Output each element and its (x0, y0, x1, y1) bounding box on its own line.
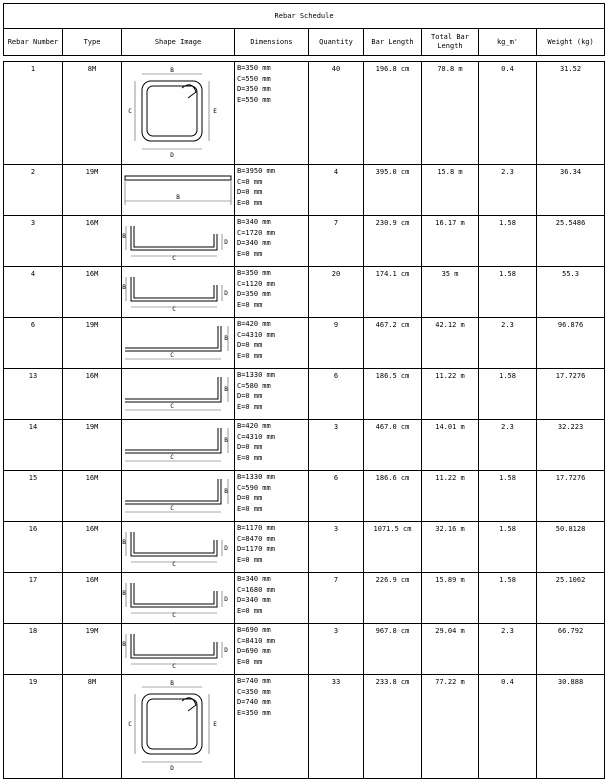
straight-bar (125, 176, 231, 180)
stirrup-inner (147, 86, 197, 136)
rebar-number-cell: 6 (4, 318, 63, 369)
dimension-label: B (122, 590, 126, 597)
shape-image-cell (122, 675, 235, 779)
l-bar-outer (125, 428, 218, 450)
table-row (4, 318, 605, 369)
weight-cell: 32.223 (537, 420, 605, 471)
shape-image (122, 573, 234, 619)
kg-per-m-cell: 0.4 (479, 62, 537, 165)
dimension-line: C=580 mm (237, 381, 271, 390)
bar-length-cell: 226.9 cm (364, 573, 422, 624)
shape-image-cell (122, 420, 235, 471)
dimension-line: D=350 mm (237, 85, 271, 93)
u-bar-outer (131, 226, 217, 250)
dimension-line: C=590 mm (237, 483, 271, 492)
shape-image (122, 267, 234, 313)
total-bar-length-cell: 15.8 m (422, 165, 479, 216)
header-type: Type (63, 29, 122, 56)
total-bar-length-cell: 11.22 m (422, 471, 479, 522)
dimension-line: C=0 mm (237, 177, 263, 186)
dimension-line: D=340 mm (237, 239, 271, 247)
dimensions-cell (235, 216, 309, 267)
dimension-line: E=0 mm (237, 402, 263, 411)
bar-length-cell: 395.0 cm (364, 165, 422, 216)
kg-per-m-cell: 1.58 (479, 573, 537, 624)
header-row (4, 29, 605, 56)
type-cell: 19M (63, 165, 122, 216)
total-bar-length-cell: 16.17 m (422, 216, 479, 267)
shape-image-cell (122, 165, 235, 216)
kg-per-m-cell: 1.58 (479, 216, 537, 267)
dimension-label: C (170, 403, 174, 410)
dimension-line: E=550 mm (237, 95, 271, 104)
quantity-cell: 7 (309, 573, 364, 624)
dimensions-cell (235, 165, 309, 216)
total-bar-length-cell: 78.8 m (422, 62, 479, 165)
dimension-label: C (172, 663, 176, 670)
dimension-line: C=1120 mm (237, 279, 275, 288)
shape-image-cell (122, 369, 235, 420)
dimension-label: B (224, 335, 228, 342)
shape-image-cell (122, 522, 235, 573)
dimensions-cell (235, 62, 309, 165)
bar-length-cell: 174.1 cm (364, 267, 422, 318)
dimension-label: E (213, 108, 217, 115)
dimension-label: B (170, 67, 174, 74)
type-cell: 16M (63, 573, 122, 624)
u-bar-outer (131, 583, 217, 607)
type-cell: 16M (63, 267, 122, 318)
dimension-label: B (122, 539, 126, 546)
dimension-label: C (172, 306, 176, 313)
kg-per-m-cell: 1.58 (479, 522, 537, 573)
rebar-number-cell: 18 (4, 624, 63, 675)
dimension-line: E=350 mm (237, 708, 271, 717)
header-rebar-number: Rebar Number (4, 29, 63, 56)
shape-image-cell (122, 573, 235, 624)
rebar-number-cell: 14 (4, 420, 63, 471)
total-bar-length-cell: 42.12 m (422, 318, 479, 369)
dimension-line: E=0 mm (237, 555, 263, 564)
dimension-label: C (128, 108, 132, 115)
kg-per-m-cell: 2.3 (479, 420, 537, 471)
u-bar-outer (131, 277, 217, 301)
shape-image-cell (122, 267, 235, 318)
type-cell: 16M (63, 471, 122, 522)
weight-cell: 17.7276 (537, 471, 605, 522)
header-total-bar-length: Total Bar Length (422, 29, 479, 56)
total-bar-length-cell: 32.16 m (422, 522, 479, 573)
total-bar-length-cell: 35 m (422, 267, 479, 318)
dimension-label: B (176, 194, 180, 201)
shape-image-cell (122, 62, 235, 165)
bar-length-cell: 233.8 cm (364, 675, 422, 779)
type-cell: 19M (63, 624, 122, 675)
dimension-label: D (170, 765, 174, 772)
shape-image-cell (122, 624, 235, 675)
shape-image (122, 624, 234, 670)
dimension-line: B=740 mm (237, 677, 271, 685)
dimension-line: C=1720 mm (237, 228, 275, 237)
quantity-cell: 4 (309, 165, 364, 216)
shape-image (122, 62, 234, 160)
dimension-line: C=4310 mm (237, 432, 275, 441)
dimension-line: E=0 mm (237, 657, 263, 666)
dimension-line: E=0 mm (237, 198, 263, 207)
dimension-label: B (224, 488, 228, 495)
dimension-label: E (213, 721, 217, 728)
shape-image (122, 165, 234, 211)
dimension-label: C (172, 612, 176, 619)
table-row (4, 369, 605, 420)
dimension-line: C=8410 mm (237, 636, 275, 645)
type-cell: 16M (63, 369, 122, 420)
l-bar-outer (125, 479, 218, 501)
dimension-line: B=350 mm (237, 64, 271, 72)
u-bar-inner (134, 277, 214, 298)
kg-per-m-cell: 1.58 (479, 471, 537, 522)
quantity-cell: 3 (309, 522, 364, 573)
bar-length-cell: 467.0 cm (364, 420, 422, 471)
dimension-line: C=8470 mm (237, 534, 275, 543)
weight-cell: 36.34 (537, 165, 605, 216)
quantity-cell: 9 (309, 318, 364, 369)
u-bar-inner (134, 226, 214, 247)
dimensions-cell (235, 471, 309, 522)
quantity-cell: 6 (309, 471, 364, 522)
dimension-label: D (224, 545, 228, 552)
rebar-number-cell: 2 (4, 165, 63, 216)
dimension-line: D=0 mm (237, 341, 263, 349)
rebar-number-cell: 15 (4, 471, 63, 522)
dimension-line: B=420 mm (237, 320, 271, 328)
shape-image (122, 522, 234, 568)
weight-cell: 17.7276 (537, 369, 605, 420)
table-row (4, 420, 605, 471)
rebar-number-cell: 19 (4, 675, 63, 779)
dimension-label: C (170, 505, 174, 512)
dimensions-cell (235, 522, 309, 573)
header-weight: Weight (kg) (537, 29, 605, 56)
l-bar-inner (125, 479, 221, 504)
kg-per-m-cell: 1.58 (479, 267, 537, 318)
dimension-line: D=0 mm (237, 494, 263, 502)
dimension-line: B=3950 mm (237, 167, 275, 175)
dimensions-cell (235, 675, 309, 779)
dimension-line: B=1170 mm (237, 524, 275, 532)
bar-length-cell: 230.9 cm (364, 216, 422, 267)
dimension-label: B (224, 437, 228, 444)
dimension-line: D=340 mm (237, 596, 271, 604)
rebar-schedule-sheet (3, 3, 604, 772)
total-bar-length-cell: 77.22 m (422, 675, 479, 779)
header-bar-length: Bar Length (364, 29, 422, 56)
dimension-label: D (224, 290, 228, 297)
u-bar-inner (134, 583, 214, 604)
dimension-label: D (224, 596, 228, 603)
kg-per-m-cell: 1.58 (479, 369, 537, 420)
dimension-label: C (172, 255, 176, 262)
dimension-line: C=1680 mm (237, 585, 275, 594)
shape-image (122, 675, 234, 773)
u-bar-outer (131, 532, 217, 556)
table-row (4, 165, 605, 216)
shape-image (122, 318, 234, 364)
quantity-cell: 40 (309, 62, 364, 165)
quantity-cell: 20 (309, 267, 364, 318)
type-cell: 8M (63, 62, 122, 165)
bar-length-cell: 967.8 cm (364, 624, 422, 675)
weight-cell: 66.792 (537, 624, 605, 675)
dimension-label: D (224, 239, 228, 246)
bar-length-cell: 1071.5 cm (364, 522, 422, 573)
dimension-label: D (224, 647, 228, 654)
stirrup-outer (142, 81, 202, 141)
l-bar-inner (125, 377, 221, 402)
header-shape-image: Shape Image (122, 29, 235, 56)
total-bar-length-cell: 11.22 m (422, 369, 479, 420)
schedule-title: Rebar Schedule (4, 4, 605, 29)
type-cell: 16M (63, 522, 122, 573)
dimension-line: D=350 mm (237, 290, 271, 298)
weight-cell: 25.5486 (537, 216, 605, 267)
weight-cell: 50.8128 (537, 522, 605, 573)
dimensions-cell (235, 624, 309, 675)
dimension-line: C=350 mm (237, 687, 271, 696)
bar-length-cell: 467.2 cm (364, 318, 422, 369)
header-dimensions: Dimensions (235, 29, 309, 56)
weight-cell: 31.52 (537, 62, 605, 165)
dimension-line: D=690 mm (237, 647, 271, 655)
dimension-line: E=0 mm (237, 351, 263, 360)
quantity-cell: 3 (309, 624, 364, 675)
total-bar-length-cell: 15.89 m (422, 573, 479, 624)
l-bar-inner (125, 428, 221, 453)
table-row (4, 471, 605, 522)
shape-image (122, 369, 234, 415)
dimensions-cell (235, 573, 309, 624)
quantity-cell: 33 (309, 675, 364, 779)
rebar-number-cell: 4 (4, 267, 63, 318)
weight-cell: 55.3 (537, 267, 605, 318)
shape-image (122, 471, 234, 517)
header-quantity: Quantity (309, 29, 364, 56)
l-bar-outer (125, 326, 218, 348)
shape-image-cell (122, 318, 235, 369)
dimension-line: B=340 mm (237, 218, 271, 226)
dimensions-cell (235, 420, 309, 471)
stirrup-outer (142, 694, 202, 754)
shape-image (122, 420, 234, 466)
dimension-line: E=0 mm (237, 300, 263, 309)
table-row (4, 675, 605, 779)
shape-image-cell (122, 471, 235, 522)
total-bar-length-cell: 29.04 m (422, 624, 479, 675)
dimension-line: D=740 mm (237, 698, 271, 706)
weight-cell: 96.876 (537, 318, 605, 369)
kg-per-m-cell: 2.3 (479, 624, 537, 675)
dimension-label: B (224, 386, 228, 393)
kg-per-m-cell: 2.3 (479, 165, 537, 216)
u-bar-outer (131, 634, 217, 658)
table-row (4, 216, 605, 267)
dimension-line: B=1330 mm (237, 473, 275, 481)
table-row (4, 267, 605, 318)
table-row (4, 624, 605, 675)
table-row (4, 573, 605, 624)
shape-image-cell (122, 216, 235, 267)
l-bar-outer (125, 377, 218, 399)
total-bar-length-cell: 14.01 m (422, 420, 479, 471)
bar-length-cell: 196.8 cm (364, 62, 422, 165)
dimension-label: B (170, 680, 174, 687)
dimension-label: B (122, 233, 126, 240)
rebar-number-cell: 13 (4, 369, 63, 420)
dimension-label: C (128, 721, 132, 728)
weight-cell: 30.888 (537, 675, 605, 779)
dimensions-cell (235, 369, 309, 420)
dimension-line: B=690 mm (237, 626, 271, 634)
dimension-line: B=350 mm (237, 269, 271, 277)
dimension-label: C (172, 561, 176, 568)
quantity-cell: 6 (309, 369, 364, 420)
dimension-line: D=0 mm (237, 443, 263, 451)
type-cell: 8M (63, 675, 122, 779)
dimension-line: B=340 mm (237, 575, 271, 583)
header-kg-per-m: kg_m' (479, 29, 537, 56)
dimension-line: E=0 mm (237, 606, 263, 615)
kg-per-m-cell: 0.4 (479, 675, 537, 779)
dimensions-cell (235, 267, 309, 318)
dimension-line: E=0 mm (237, 453, 263, 462)
dimension-label: C (170, 454, 174, 461)
dimensions-cell (235, 318, 309, 369)
dimension-label: D (170, 152, 174, 159)
kg-per-m-cell: 2.3 (479, 318, 537, 369)
dimension-label: B (122, 641, 126, 648)
type-cell: 19M (63, 318, 122, 369)
shape-image (122, 216, 234, 262)
table-row (4, 62, 605, 165)
rebar-number-cell: 17 (4, 573, 63, 624)
dimension-line: E=0 mm (237, 504, 263, 513)
weight-cell: 25.1062 (537, 573, 605, 624)
dimension-line: D=1170 mm (237, 545, 275, 553)
stirrup-inner (147, 699, 197, 749)
rebar-number-cell: 3 (4, 216, 63, 267)
rebar-schedule-table (3, 3, 605, 779)
rebar-number-cell: 16 (4, 522, 63, 573)
u-bar-inner (134, 634, 214, 655)
dimension-label: B (122, 284, 126, 291)
dimension-label: C (170, 352, 174, 359)
quantity-cell: 7 (309, 216, 364, 267)
u-bar-inner (134, 532, 214, 553)
dimension-line: C=4310 mm (237, 330, 275, 339)
bar-length-cell: 186.6 cm (364, 471, 422, 522)
l-bar-inner (125, 326, 221, 351)
rebar-number-cell: 1 (4, 62, 63, 165)
type-cell: 16M (63, 216, 122, 267)
table-row (4, 522, 605, 573)
quantity-cell: 3 (309, 420, 364, 471)
bar-length-cell: 186.5 cm (364, 369, 422, 420)
dimension-line: B=1330 mm (237, 371, 275, 379)
dimension-line: E=0 mm (237, 249, 263, 258)
dimension-line: D=0 mm (237, 188, 263, 196)
dimension-line: D=0 mm (237, 392, 263, 400)
dimension-line: C=550 mm (237, 74, 271, 83)
type-cell: 19M (63, 420, 122, 471)
dimension-line: B=420 mm (237, 422, 271, 430)
